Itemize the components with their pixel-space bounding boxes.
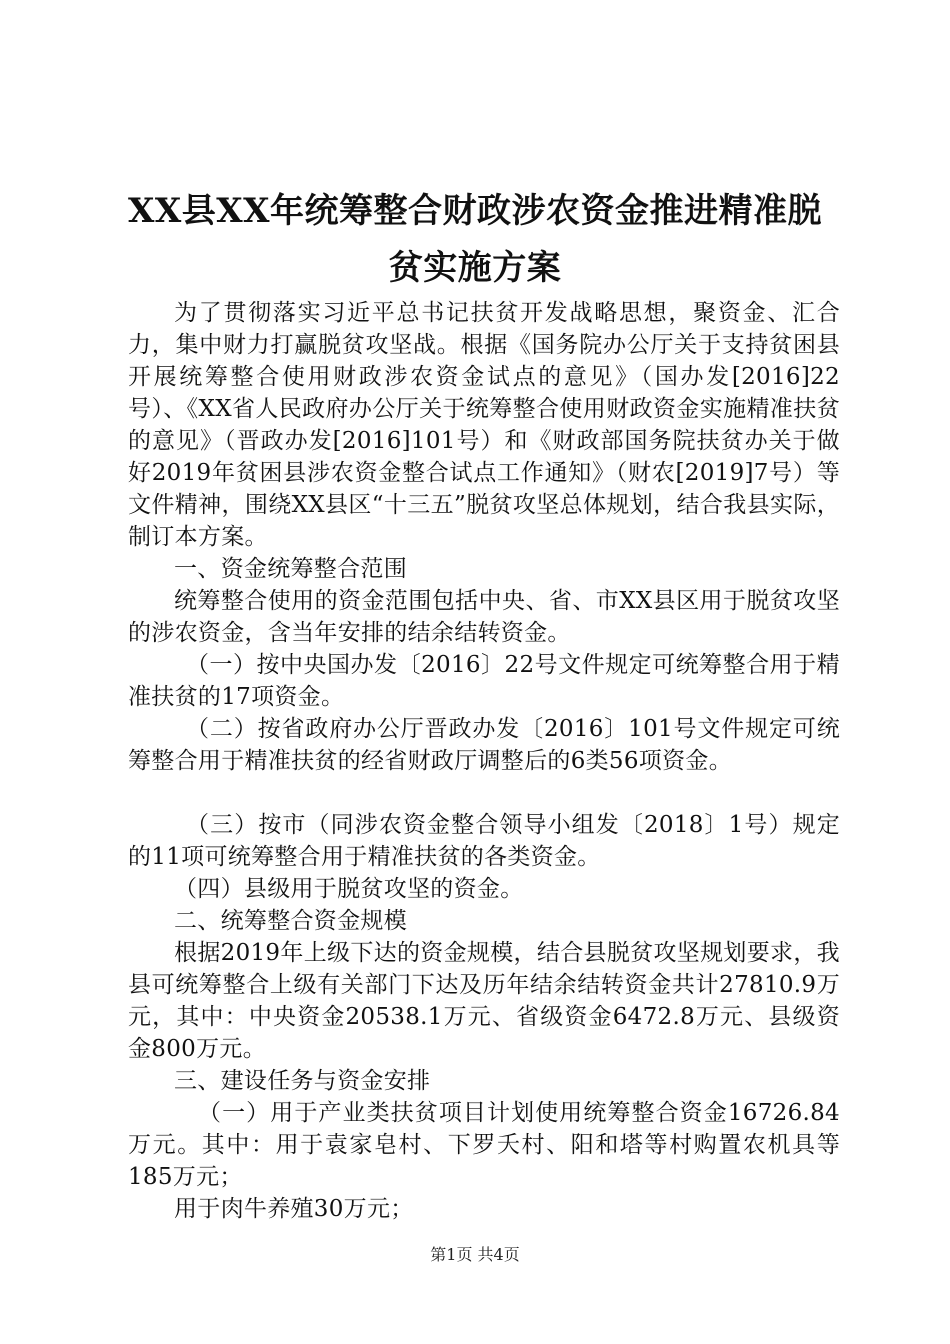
page-footer: 第1页 共4页 xyxy=(430,1245,520,1264)
paragraph-scope: 统筹整合使用的资金范围包括中央、省、市XX县区用于脱贫攻坚的涉农资金，含当年安排的结余结转资金。 xyxy=(128,588,840,646)
intro-paragraph: 为了贯彻落实习近平总书记扶贫开发战略思想，聚资金、汇合力，集中财力打赢脱贫攻坚战。根据《国务院办公厅关于支持贫困县开展统筹整合使用财政涉农资金试点的意见》（国办发[2016]22号）、《XX省人民政府办公厅关于统筹整合使用财政资金实施精准扶贫的意见》（晋政办发[2016]101号）和《财政部国务院扶贫办关于做好2019年贫困县涉农资金整合试点工作通知》（财农[2019]7号）等文件精神，围绕XX县区“十三五”脱贫攻坚总体规划，结合我县实际，制订本方案。 xyxy=(128,300,840,550)
document-title-line-2: 贫实施方案 xyxy=(388,248,562,288)
paragraph-item-4: （四）县级用于脱贫攻坚的资金。 xyxy=(174,876,524,902)
paragraph-item-2: （二）按省政府办公厅晋政办发〔2016〕101号文件规定可统筹整合用于精准扶贫的经省财政厅调整后的6类56项资金。 xyxy=(128,716,840,774)
document-title-line-1: XX县XX年统筹整合财政涉农资金推进精准脱 xyxy=(127,191,823,231)
paragraph-item-3: （三）按市（同涉农资金整合领导小组发〔2018〕1号）规定的11项可统筹整合用于精准扶贫的各类资金。 xyxy=(128,812,840,870)
section-heading-1: 一、资金统筹整合范围 xyxy=(174,556,407,582)
section-heading-3: 三、建设任务与资金安排 xyxy=(174,1068,431,1094)
paragraph-cattle: 用于肉牛养殖30万元； xyxy=(174,1196,414,1222)
paragraph-scale: 根据2019年上级下达的资金规模，结合县脱贫攻坚规划要求，我县可统筹整合上级有关部门下达及历年结余结转资金共计27810.9万元，其中：中央资金20538.1万元、省级资金6472.8万元、县级资金800万元。 xyxy=(128,940,840,1062)
paragraph-industry: （一）用于产业类扶贫项目计划使用统筹整合资金16726.84万元。其中：用于袁家皂村、下罗夭村、阳和塔等村购置农机具等185万元； xyxy=(128,1100,840,1190)
paragraph-item-1: （一）按中央国办发〔2016〕22号文件规定可统筹整合用于精准扶贫的17项资金。 xyxy=(128,652,840,710)
section-heading-2: 二、统筹整合资金规模 xyxy=(174,908,407,934)
